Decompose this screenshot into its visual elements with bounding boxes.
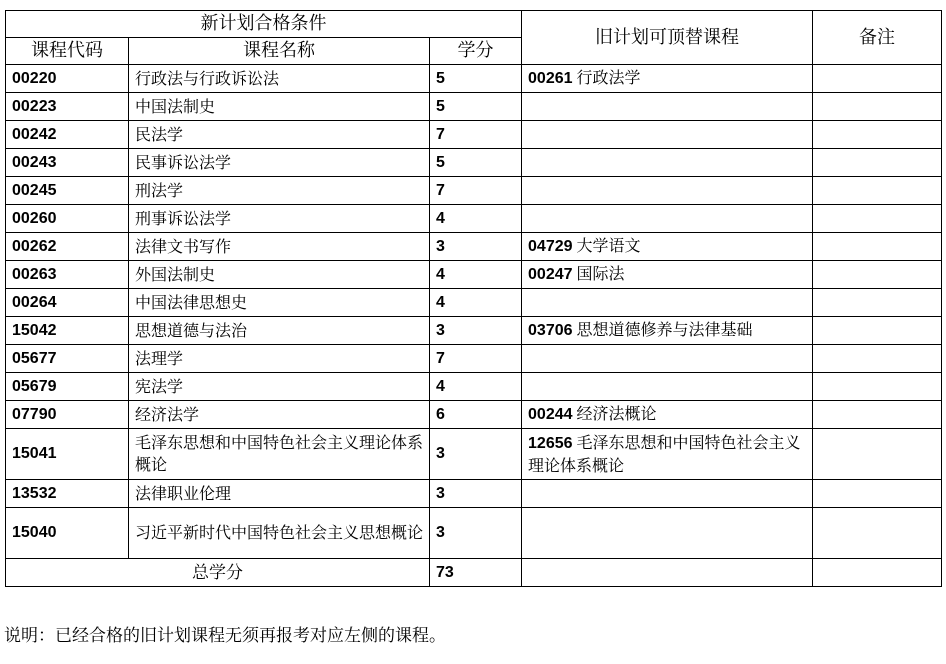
replace-course-cell [522,429,813,480]
credit-cell: 4 [430,373,522,401]
replace-course-cell [522,93,813,121]
credit-cell: 3 [430,317,522,345]
replace-course-cell [522,233,813,261]
course-name-cell: 法理学 [129,345,430,373]
table-row [6,65,942,93]
remark-cell [813,65,942,93]
header-credit: 学分 [430,38,522,65]
replace-course-cell [522,149,813,177]
table-row [6,205,942,233]
credit-cell: 6 [430,401,522,429]
course-code-cell: 05679 [6,373,129,401]
table-row [6,177,942,205]
replace-course-name: 思想道德修养与法律基础 [576,320,753,339]
course-name-cell: 宪法学 [129,373,430,401]
course-code-cell: 00263 [6,261,129,289]
header-new-plan: 新计划合格条件 [6,11,522,38]
remark-cell [813,121,942,149]
table-row [6,289,942,317]
remark-cell [813,373,942,401]
table-row [6,121,942,149]
replace-course-cell [522,261,813,289]
replace-course-code: 03706 [528,322,573,339]
replace-course-name: 国际法 [576,264,625,283]
replace-course-code: 00261 [528,70,573,87]
credit-cell: 5 [430,93,522,121]
course-code-cell: 00262 [6,233,129,261]
header-replace-course: 旧计划可顶替课程 [522,11,813,65]
course-name-cell: 法律文书写作 [129,233,430,261]
replace-course-cell [522,401,813,429]
total-credit-label: 总学分 [6,559,430,587]
credit-cell: 4 [430,289,522,317]
course-replacement-table [5,10,942,587]
replace-course-name: 行政法学 [576,68,641,87]
remark-cell [813,93,942,121]
course-code-cell: 05677 [6,345,129,373]
course-name-cell: 经济法学 [129,401,430,429]
remark-cell [813,480,942,508]
table-row [6,261,942,289]
table-row [6,480,942,508]
course-name-cell: 民事诉讼法学 [129,149,430,177]
course-code-cell: 00264 [6,289,129,317]
replace-course-code: 04729 [528,238,573,255]
course-code-cell: 15042 [6,317,129,345]
replace-course-cell [522,373,813,401]
course-name-cell: 外国法制史 [129,261,430,289]
course-code-cell: 00245 [6,177,129,205]
replace-course-code: 00247 [528,266,573,283]
remark-cell [813,401,942,429]
replace-course-cell [522,65,813,93]
table-row [6,233,942,261]
remark-cell [813,345,942,373]
replace-course-cell [522,317,813,345]
credit-cell: 3 [430,233,522,261]
course-name-cell: 毛泽东思想和中国特色社会主义理论体系概论 [129,429,430,480]
course-name-cell: 习近平新时代中国特色社会主义思想概论 [129,508,430,559]
course-name-cell: 刑事诉讼法学 [129,205,430,233]
course-name-cell: 中国法律思想史 [129,289,430,317]
course-code-cell: 00260 [6,205,129,233]
replace-course-cell [522,480,813,508]
credit-cell: 4 [430,205,522,233]
credit-cell: 7 [430,121,522,149]
total-row [6,559,942,587]
course-name-cell: 刑法学 [129,177,430,205]
replace-course-cell [522,508,813,559]
replace-course-name: 大学语文 [576,236,641,255]
table-row [6,345,942,373]
table-row [6,429,942,480]
header-row-1 [6,11,942,38]
replace-course-code: 00244 [528,406,573,423]
course-name-cell: 行政法与行政诉讼法 [129,65,430,93]
course-name-cell: 法律职业伦理 [129,480,430,508]
credit-cell: 7 [430,177,522,205]
remark-cell [813,261,942,289]
remark-cell [813,149,942,177]
table-row [6,149,942,177]
replace-course-cell [522,177,813,205]
total-remark-cell [813,559,942,587]
course-code-cell: 00223 [6,93,129,121]
table-row [6,93,942,121]
course-code-cell: 00243 [6,149,129,177]
course-name-cell: 民法学 [129,121,430,149]
credit-cell: 5 [430,149,522,177]
table-row [6,508,942,559]
credit-cell: 3 [430,480,522,508]
replace-course-name: 毛泽东思想和中国特色社会主义理论体系概论 [528,432,801,475]
remark-cell [813,289,942,317]
course-code-cell: 00220 [6,65,129,93]
course-code-cell: 07790 [6,401,129,429]
header-course-code: 课程代码 [6,38,129,65]
credit-cell: 3 [430,429,522,480]
credit-cell: 7 [430,345,522,373]
remark-cell [813,429,942,480]
explanation-note: 说明：已经合格的旧计划课程无须再报考对应左侧的课程。 [4,626,446,646]
remark-cell [813,317,942,345]
course-name-cell: 思想道德与法治 [129,317,430,345]
header-course-name: 课程名称 [129,38,430,65]
course-code-cell: 15040 [6,508,129,559]
replace-course-cell [522,205,813,233]
replace-course-cell [522,121,813,149]
course-name-cell: 中国法制史 [129,93,430,121]
remark-cell [813,233,942,261]
table-row [6,401,942,429]
course-code-cell: 15041 [6,429,129,480]
replace-course-cell [522,345,813,373]
remark-cell [813,205,942,233]
table-row [6,373,942,401]
header-remark: 备注 [813,11,942,65]
total-credit-value: 73 [430,559,522,587]
replace-course-name: 经济法概论 [576,404,657,423]
replace-course-code: 12656 [528,434,573,452]
remark-cell [813,177,942,205]
total-replace-cell [522,559,813,587]
remark-cell [813,508,942,559]
credit-cell: 3 [430,508,522,559]
credit-cell: 5 [430,65,522,93]
replace-course-cell [522,289,813,317]
course-code-cell: 00242 [6,121,129,149]
course-code-cell: 13532 [6,480,129,508]
table-row [6,317,942,345]
credit-cell: 4 [430,261,522,289]
